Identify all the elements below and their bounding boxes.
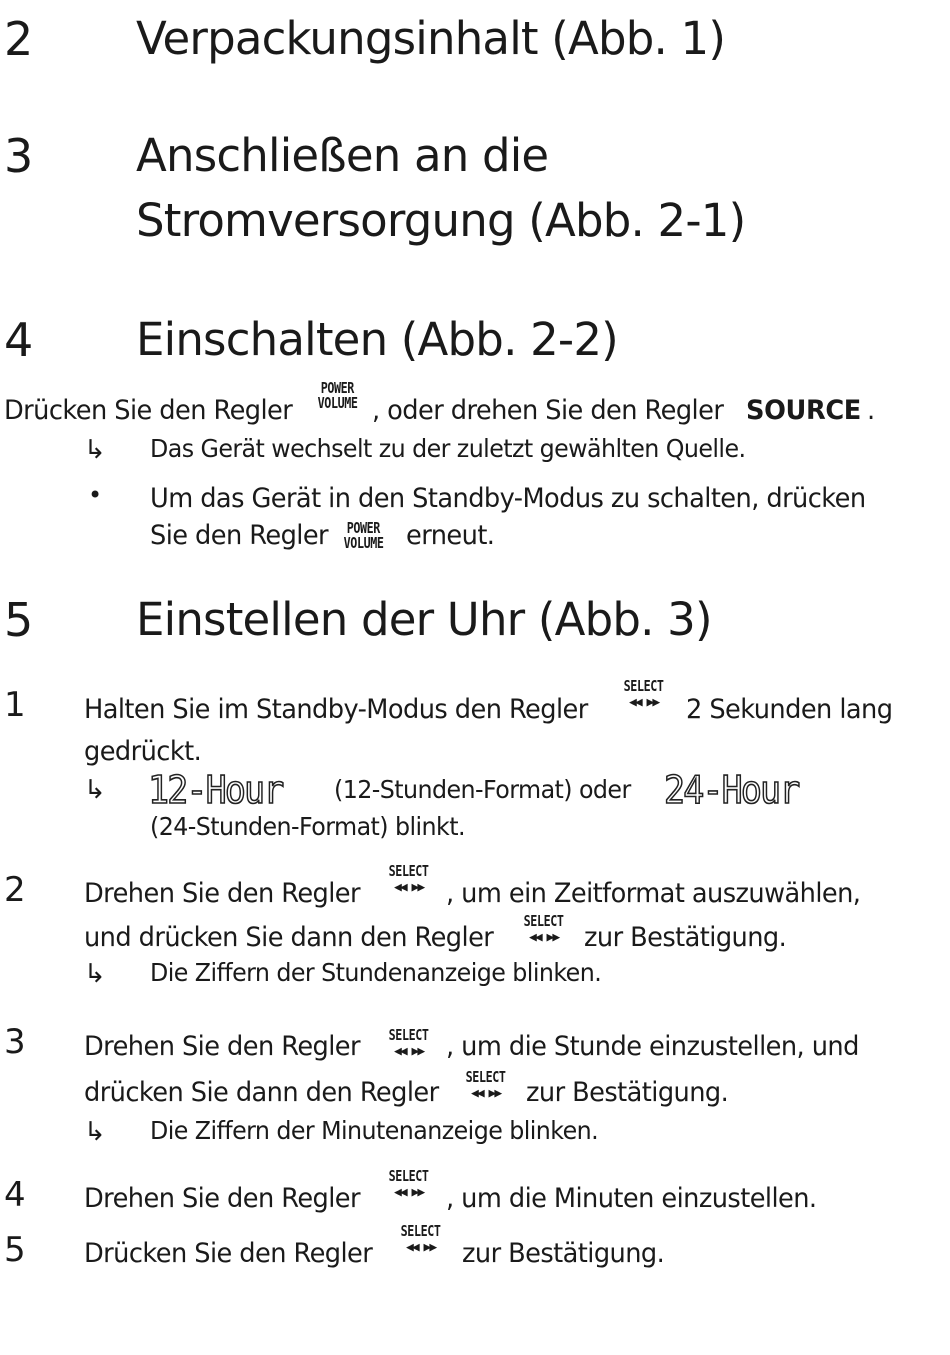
select-label: SELECT bbox=[523, 912, 564, 930]
select-knob-label bbox=[383, 1028, 434, 1058]
section-4-number: 4 bbox=[4, 313, 33, 367]
section-2-title: Verpackungsinhalt (Abb. 1) bbox=[136, 12, 726, 65]
select-knob-label bbox=[460, 1070, 511, 1100]
select-knob-label bbox=[618, 679, 669, 709]
step-3-line2-part2: zur Bestätigung. bbox=[526, 1077, 729, 1108]
power-volume-knob-label-2 bbox=[338, 521, 389, 551]
step-5-line1-part1: Drücken Sie den Regler bbox=[84, 1238, 373, 1269]
section-2-number: 2 bbox=[4, 12, 33, 66]
step-3-number: 3 bbox=[4, 1022, 26, 1062]
section-3-number: 3 bbox=[4, 129, 33, 183]
step-5-number: 5 bbox=[4, 1230, 26, 1270]
step-1-line1-part2: 2 Sekunden lang bbox=[686, 694, 893, 725]
bullet-icon: • bbox=[88, 481, 103, 509]
rewind-forward-icon: ◀◀ ▶▶ bbox=[394, 1185, 424, 1200]
select-knob-label bbox=[383, 864, 434, 894]
step-1-number: 1 bbox=[4, 685, 26, 725]
select-label: SELECT bbox=[400, 1222, 441, 1240]
power-label: POWER bbox=[320, 379, 355, 397]
source-label: SOURCE bbox=[746, 395, 861, 426]
step-2-number: 2 bbox=[4, 870, 26, 910]
step-3-result-text: Die Ziffern der Minutenanzeige blinken. bbox=[150, 1116, 599, 1145]
step-4-line1-part1: Drehen Sie den Regler bbox=[84, 1183, 361, 1214]
step-2-line1-part2: , um ein Zeitformat auszuwählen, bbox=[446, 878, 861, 909]
section-5-title: Einstellen der Uhr (Abb. 3) bbox=[136, 593, 712, 646]
display-12-hour: 12-Hour bbox=[148, 768, 283, 812]
rewind-forward-icon: ◀◀ ▶▶ bbox=[394, 1044, 424, 1059]
select-knob-label bbox=[518, 914, 569, 944]
section-4-bullet-line1: Um das Gerät in den Standby-Modus zu schalten, drücken bbox=[150, 483, 866, 514]
select-knob-label bbox=[383, 1169, 434, 1199]
result-arrow-icon: ↳ bbox=[84, 775, 106, 805]
step-3-line2-part1: drücken Sie dann den Regler bbox=[84, 1077, 439, 1108]
section-4-bullet-line2-part2: erneut. bbox=[406, 520, 495, 551]
select-label: SELECT bbox=[388, 862, 429, 880]
step-2-line2-part2: zur Bestätigung. bbox=[584, 922, 787, 953]
select-label: SELECT bbox=[388, 1026, 429, 1044]
step-1-result-text-b: (24-Stunden-Format) blinkt. bbox=[150, 812, 465, 841]
section-4-intro-part1: Drücken Sie den Regler bbox=[4, 395, 293, 426]
rewind-forward-icon: ◀◀ ▶▶ bbox=[394, 880, 424, 895]
section-3-title-line2: Stromversorgung (Abb. 2-1) bbox=[136, 194, 746, 247]
select-label: SELECT bbox=[465, 1068, 506, 1086]
section-4-title: Einschalten (Abb. 2-2) bbox=[136, 313, 618, 366]
step-4-number: 4 bbox=[4, 1175, 26, 1215]
volume-label: VOLUME bbox=[317, 394, 358, 412]
select-label: SELECT bbox=[623, 677, 664, 695]
power-volume-knob-label bbox=[312, 381, 363, 411]
rewind-forward-icon: ◀◀ ▶▶ bbox=[529, 930, 559, 945]
section-3-title-line1: Anschließen an die bbox=[136, 129, 549, 182]
select-label: SELECT bbox=[388, 1167, 429, 1185]
step-2-line1-part1: Drehen Sie den Regler bbox=[84, 878, 361, 909]
step-1-line1-part1: Halten Sie im Standby-Modus den Regler bbox=[84, 694, 588, 725]
step-2-result-text: Die Ziffern der Stundenanzeige blinken. bbox=[150, 958, 602, 987]
section-4-bullet-line2-part1: Sie den Regler bbox=[150, 520, 329, 551]
section-5-number: 5 bbox=[4, 593, 33, 647]
step-1-result-text-a: (12-Stunden-Format) oder bbox=[334, 775, 631, 804]
step-3-line1-part2: , um die Stunde einzustellen, und bbox=[446, 1031, 859, 1062]
result-arrow-icon: ↳ bbox=[84, 435, 106, 465]
step-5-line1-part2: zur Bestätigung. bbox=[462, 1238, 665, 1269]
step-3-line1-part1: Drehen Sie den Regler bbox=[84, 1031, 361, 1062]
result-arrow-icon: ↳ bbox=[84, 1117, 106, 1147]
rewind-forward-icon: ◀◀ ▶▶ bbox=[471, 1086, 501, 1101]
result-arrow-icon: ↳ bbox=[84, 959, 106, 989]
select-knob-label bbox=[395, 1224, 446, 1254]
power-label: POWER bbox=[346, 519, 381, 537]
section-4-intro-part2: , oder drehen Sie den Regler bbox=[372, 395, 724, 426]
display-24-hour: 24-Hour bbox=[664, 768, 799, 812]
step-1-line2: gedrückt. bbox=[84, 736, 202, 767]
rewind-forward-icon: ◀◀ ▶▶ bbox=[629, 695, 659, 710]
step-4-line1-part2: , um die Minuten einzustellen. bbox=[446, 1183, 817, 1214]
section-4-result-text: Das Gerät wechselt zu der zuletzt gewählten Quelle. bbox=[150, 434, 746, 463]
step-2-line2-part1: und drücken Sie dann den Regler bbox=[84, 922, 494, 953]
rewind-forward-icon: ◀◀ ▶▶ bbox=[406, 1240, 436, 1255]
volume-label: VOLUME bbox=[343, 534, 384, 552]
section-4-intro-end: . bbox=[867, 395, 875, 426]
